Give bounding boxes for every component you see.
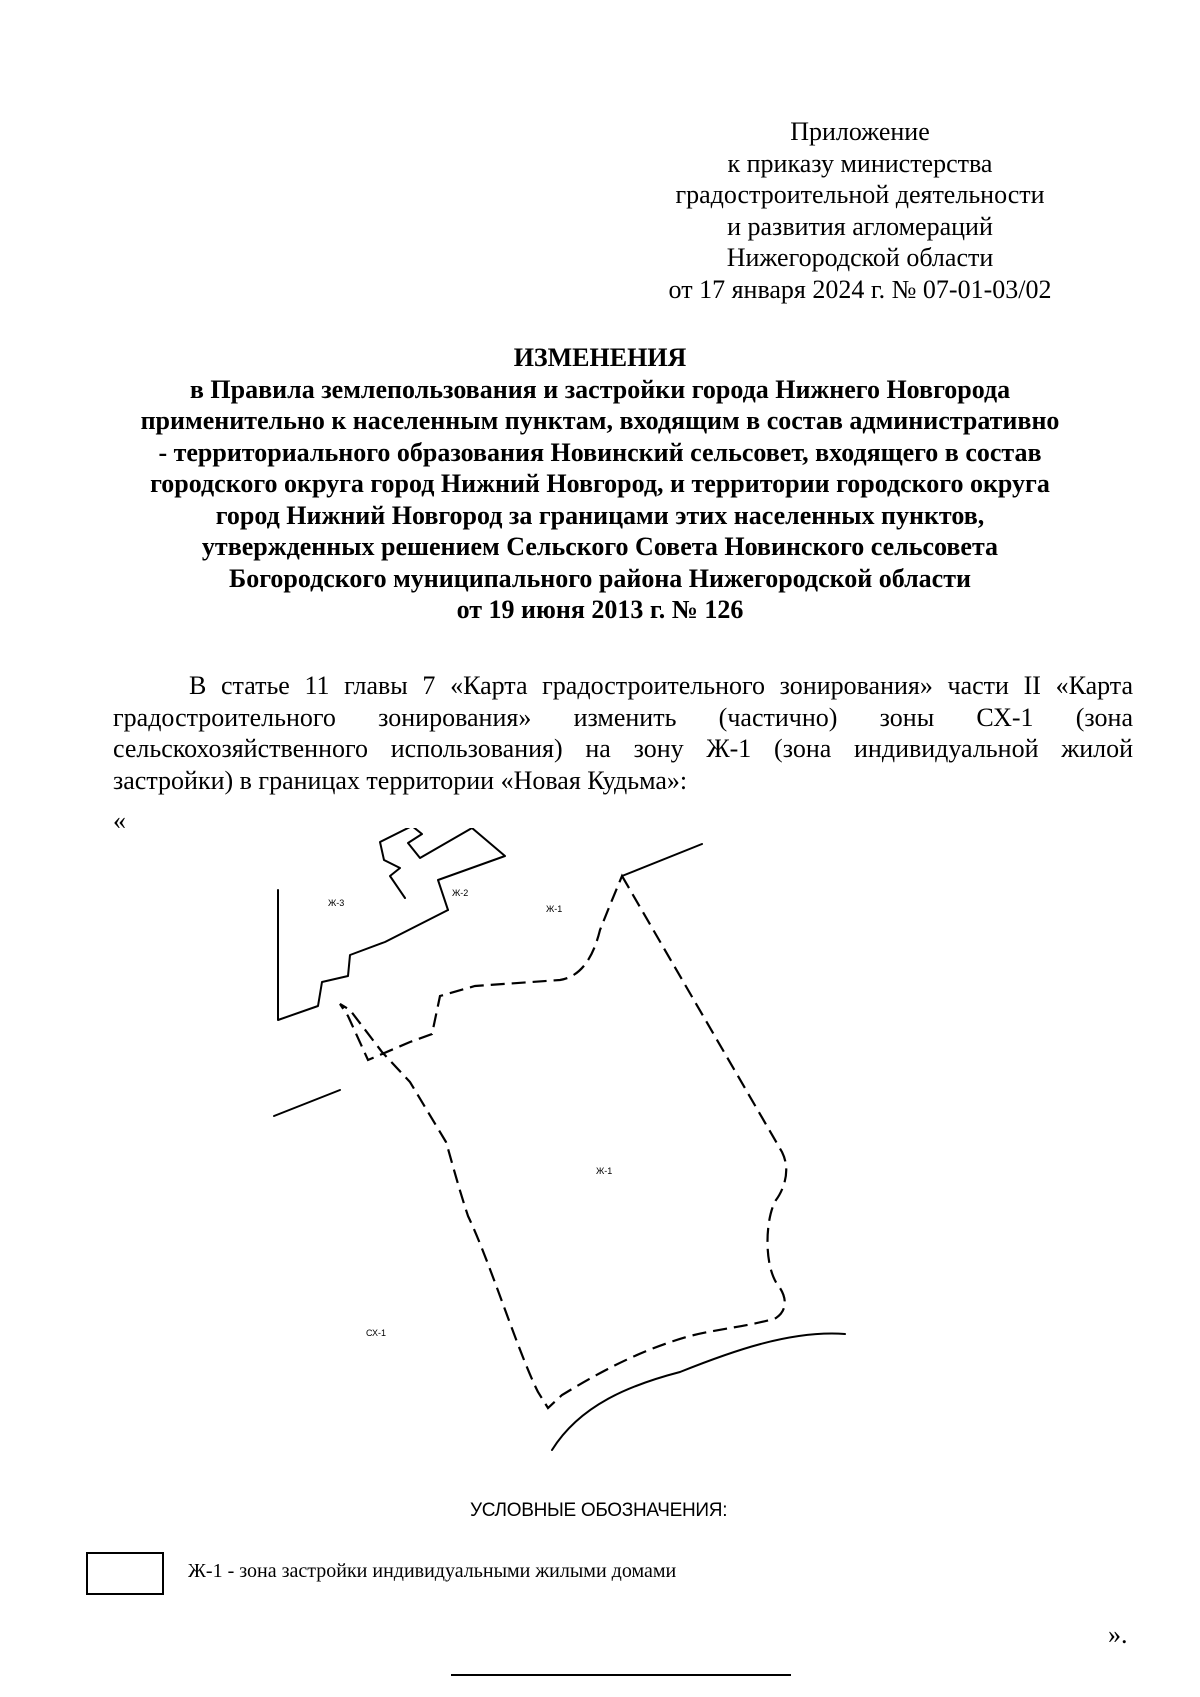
title-line: утвержденных решением Сельского Совета Новинского сельсовета <box>201 532 999 561</box>
zone-line-ne <box>622 844 702 876</box>
legend-swatch <box>86 1552 164 1595</box>
zoning-map <box>250 828 870 1468</box>
body-line: застройки) в границах территории «Новая Кудьма»: <box>113 765 688 795</box>
appendix-line: Приложение <box>790 117 930 146</box>
zone-boundary-zh2 <box>380 828 505 910</box>
appendix-line: и развития агломераций <box>727 211 993 241</box>
zone-label-zh3: Ж-3 <box>328 898 345 908</box>
zone-label-zh1-main: Ж-1 <box>596 1166 613 1176</box>
river-line <box>552 1334 845 1450</box>
zone-label-zh1-top: Ж-1 <box>546 904 563 914</box>
document-title <box>100 342 1100 626</box>
zone-line-w <box>274 1090 340 1116</box>
title-heading: ИЗМЕНЕНИЯ <box>513 343 687 372</box>
body-line: В статье 11 главы 7 «Карта градостроительного зонирования» части II «Карта <box>189 671 1133 700</box>
appendix-line: к приказу министерства <box>727 148 993 178</box>
legend-item-label: Ж-1 - зона застройки индивидуальными жилыми домами <box>188 1560 677 1582</box>
zone-boundary-zh1 <box>340 876 786 1408</box>
appendix-line: градостроительной деятельности <box>675 180 1045 209</box>
zone-boundary-zh3 <box>278 890 448 1020</box>
title-line: - территориального образования Новинский сельсовет, входящего в состав <box>158 437 1042 467</box>
title-line: город Нижний Новгород за границами этих населенных пунктов, <box>215 500 985 530</box>
end-rule <box>451 1674 791 1676</box>
zone-label-sx1: СХ-1 <box>366 1328 386 1338</box>
title-line: городского округа город Нижний Новгород, и территории городского округа <box>150 469 1050 498</box>
closing-quote: ». <box>1108 1620 1128 1649</box>
title-line: от 19 июня 2013 г. № 126 <box>456 595 744 624</box>
zone-label-zh2: Ж-2 <box>452 888 469 898</box>
body-line: сельскохозяйственного использования) на зону Ж-1 (зона индивидуальной жилой <box>113 734 1133 763</box>
body-line: градостроительного зонирования» изменить (частично) зоны СХ-1 (зона <box>113 702 1133 732</box>
legend-title: УСЛОВНЫЕ ОБОЗНАЧЕНИЯ: <box>470 1500 728 1521</box>
title-line: Богородского муниципального района Нижегородской области <box>229 563 971 593</box>
title-line: в Правила землепользования и застройки города Нижнего Новгорода <box>189 374 1011 404</box>
appendix-line: Нижегородской области <box>726 243 994 272</box>
appendix-line: от 17 января 2024 г. № 07-01-03/02 <box>668 274 1052 304</box>
title-line: применительно к населенным пунктам, входящим в состав административно <box>140 406 1060 435</box>
appendix-block <box>600 116 1120 305</box>
opening-quote: « <box>113 806 126 835</box>
body-paragraph <box>113 670 1133 796</box>
